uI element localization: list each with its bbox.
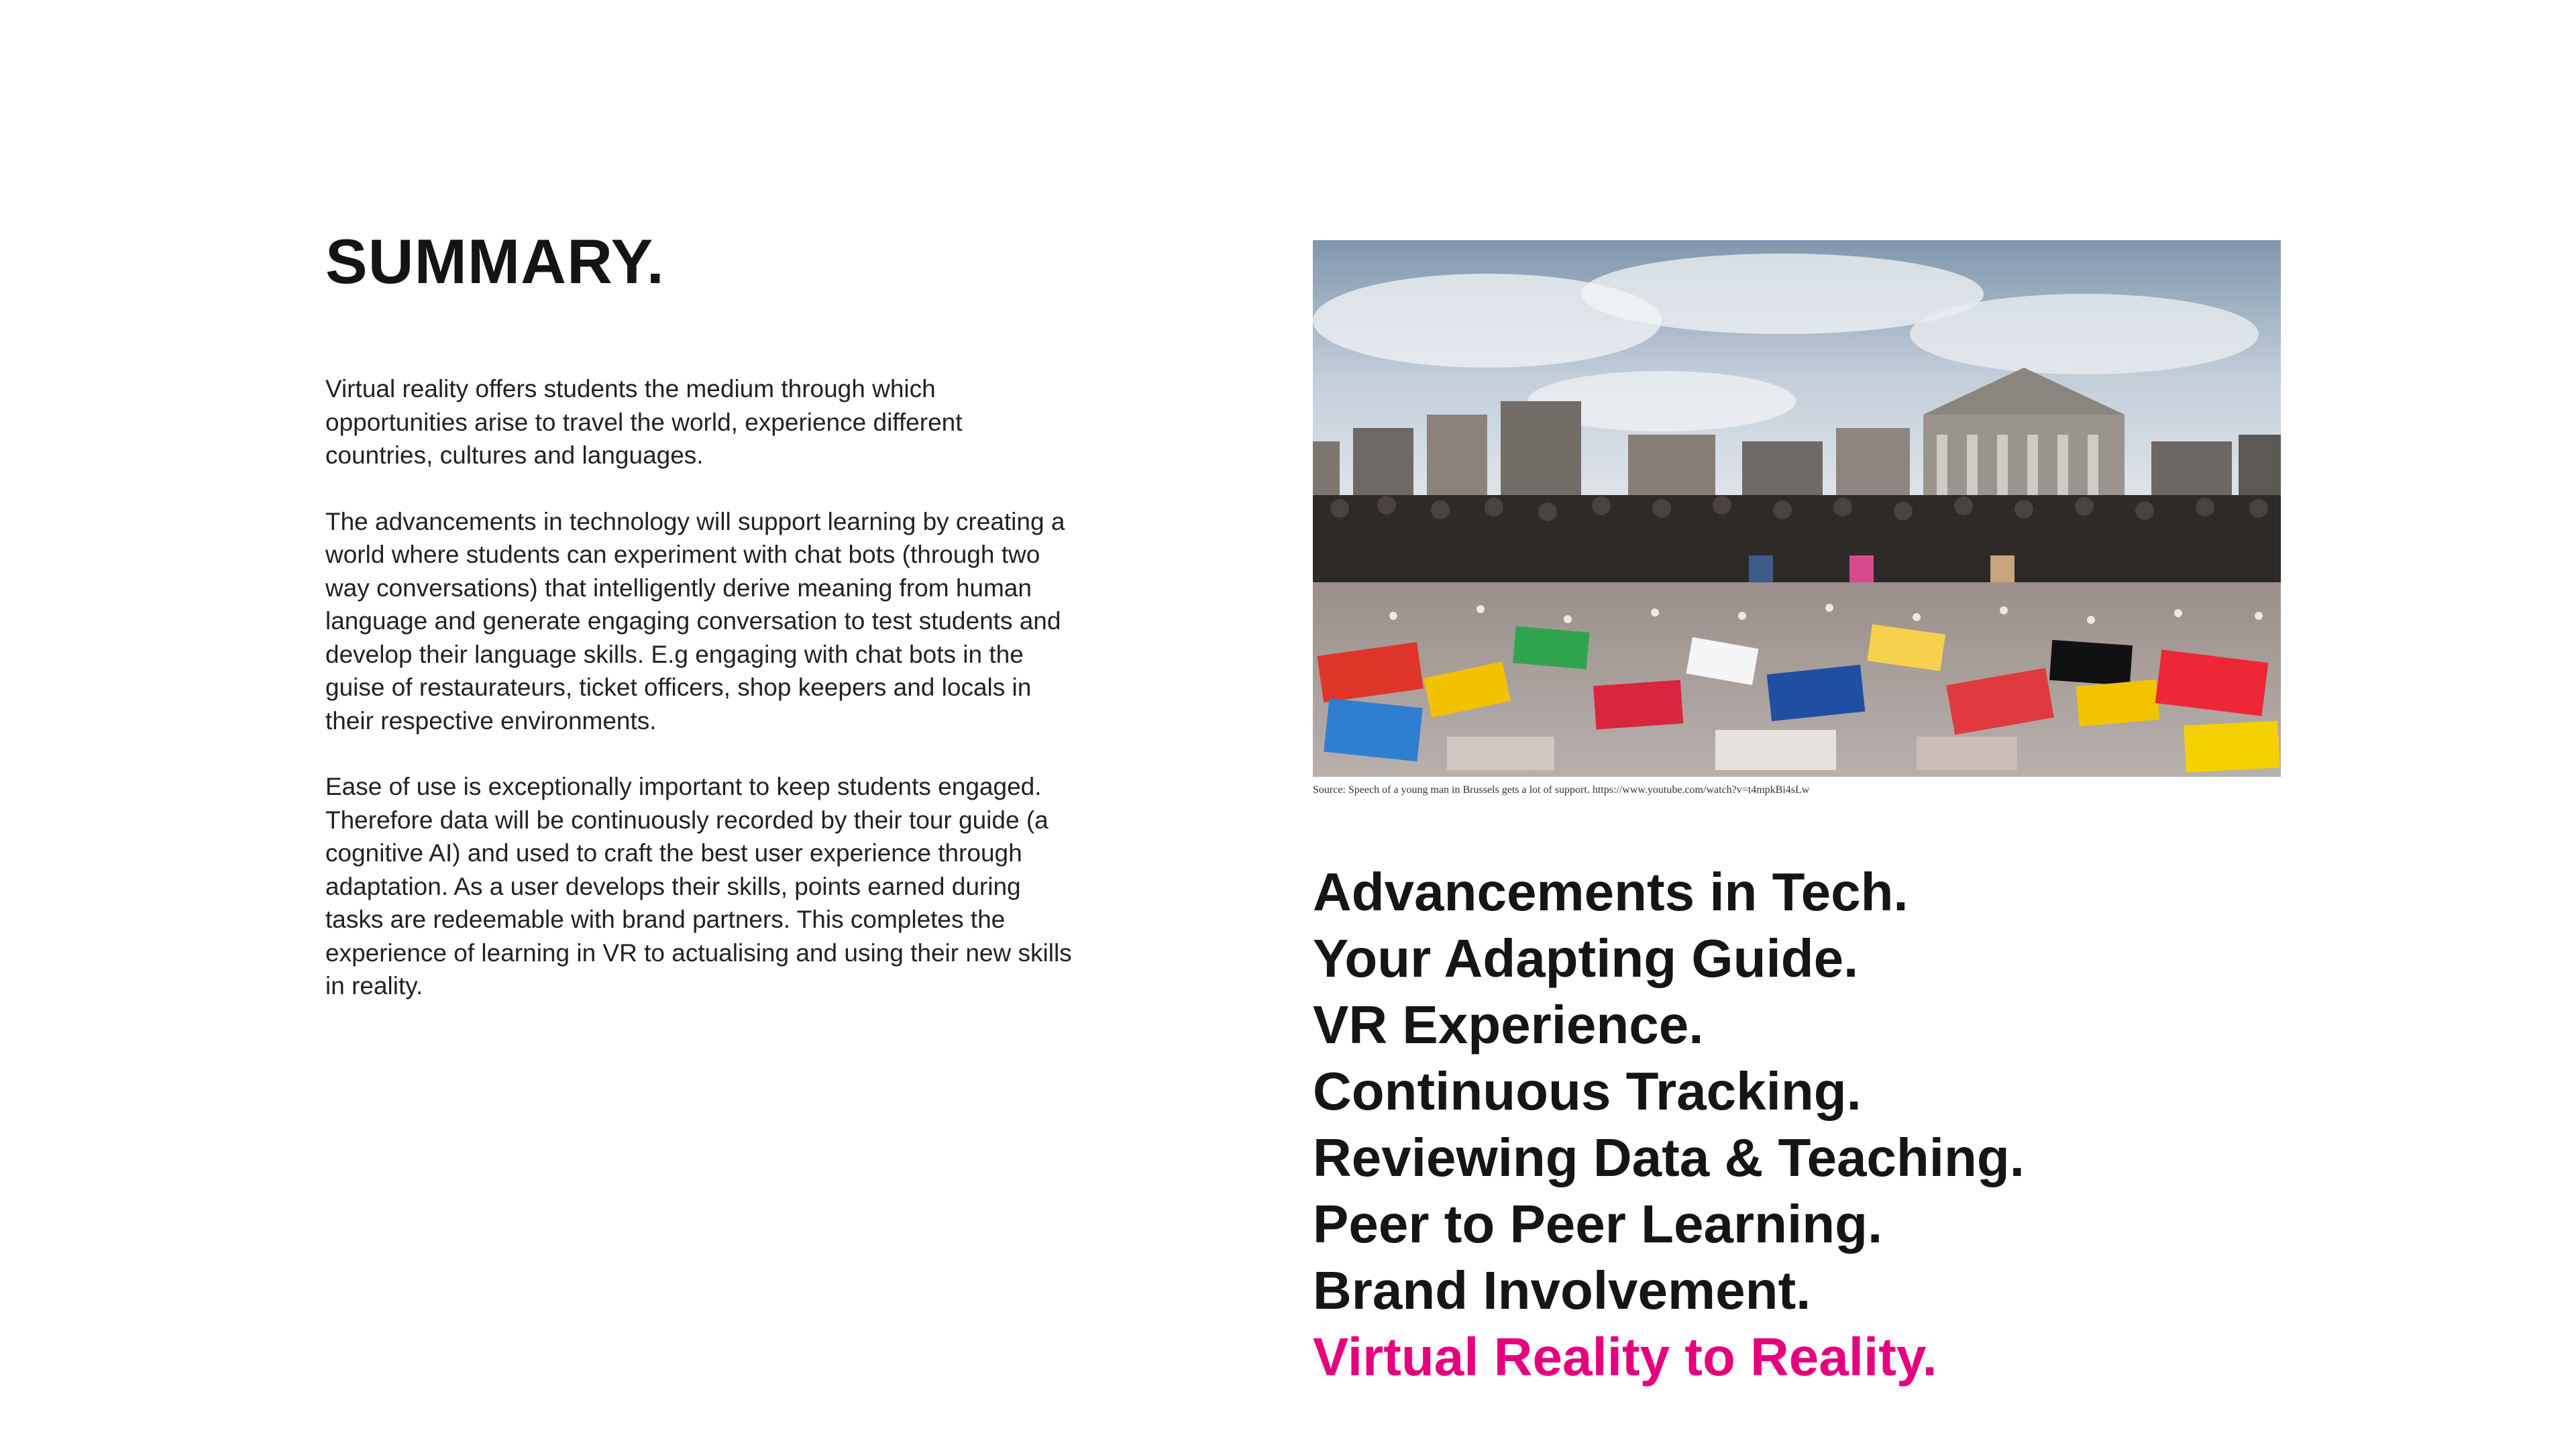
feature-item: Peer to Peer Learning. xyxy=(1313,1194,1883,1254)
brussels-crowd-photo xyxy=(1313,240,2281,777)
feature-item: Reviewing Data & Teaching. xyxy=(1313,1128,2025,1187)
page-title: SUMMARY. xyxy=(325,226,665,297)
summary-paragraph-3: Ease of use is exceptionally important to keep students engaged. Therefore data will be continuously recorded by their tour guide (a cognitive AI) and used to craft the best user experience through adaptation. As a user develops their skills, points earned during tasks are redeemable with brand partners. This completes the experience of learning in VR to actualising and using their new skills in reality. xyxy=(325,773,1072,1000)
summary-paragraph-2: The advancements in technology will support learning by creating a world where students can experiment with chat bots (through two way conversations) that intelligently derive meaning from human language and generate engaging conversation to test students and develop their language skills. E.g engaging with chat bots in the guise of restaurateurs, ticket officers, shop keepers and locals in their respective environments. xyxy=(325,507,1065,735)
feature-item-highlight: Virtual Reality to Reality. xyxy=(1313,1327,1937,1387)
summary-body xyxy=(325,372,1077,1036)
photo-caption: Source: Speech of a young man in Brussels gets a lot of support. https://www.youtube.com/watch?v=t4mpkBi4sLw xyxy=(1313,784,1810,796)
feature-item: Advancements in Tech. xyxy=(1313,862,1909,922)
feature-item: Your Adapting Guide. xyxy=(1313,928,1859,988)
photo-illustration xyxy=(1313,240,2281,777)
feature-list xyxy=(1313,859,2025,1390)
summary-paragraph-1: Virtual reality offers students the medium through which opportunities arise to travel the world, experience different countries, cultures and languages. xyxy=(325,375,963,469)
feature-item: Brand Involvement. xyxy=(1313,1260,1811,1320)
feature-item: Continuous Tracking. xyxy=(1313,1061,1862,1121)
feature-item: VR Experience. xyxy=(1313,995,1704,1055)
